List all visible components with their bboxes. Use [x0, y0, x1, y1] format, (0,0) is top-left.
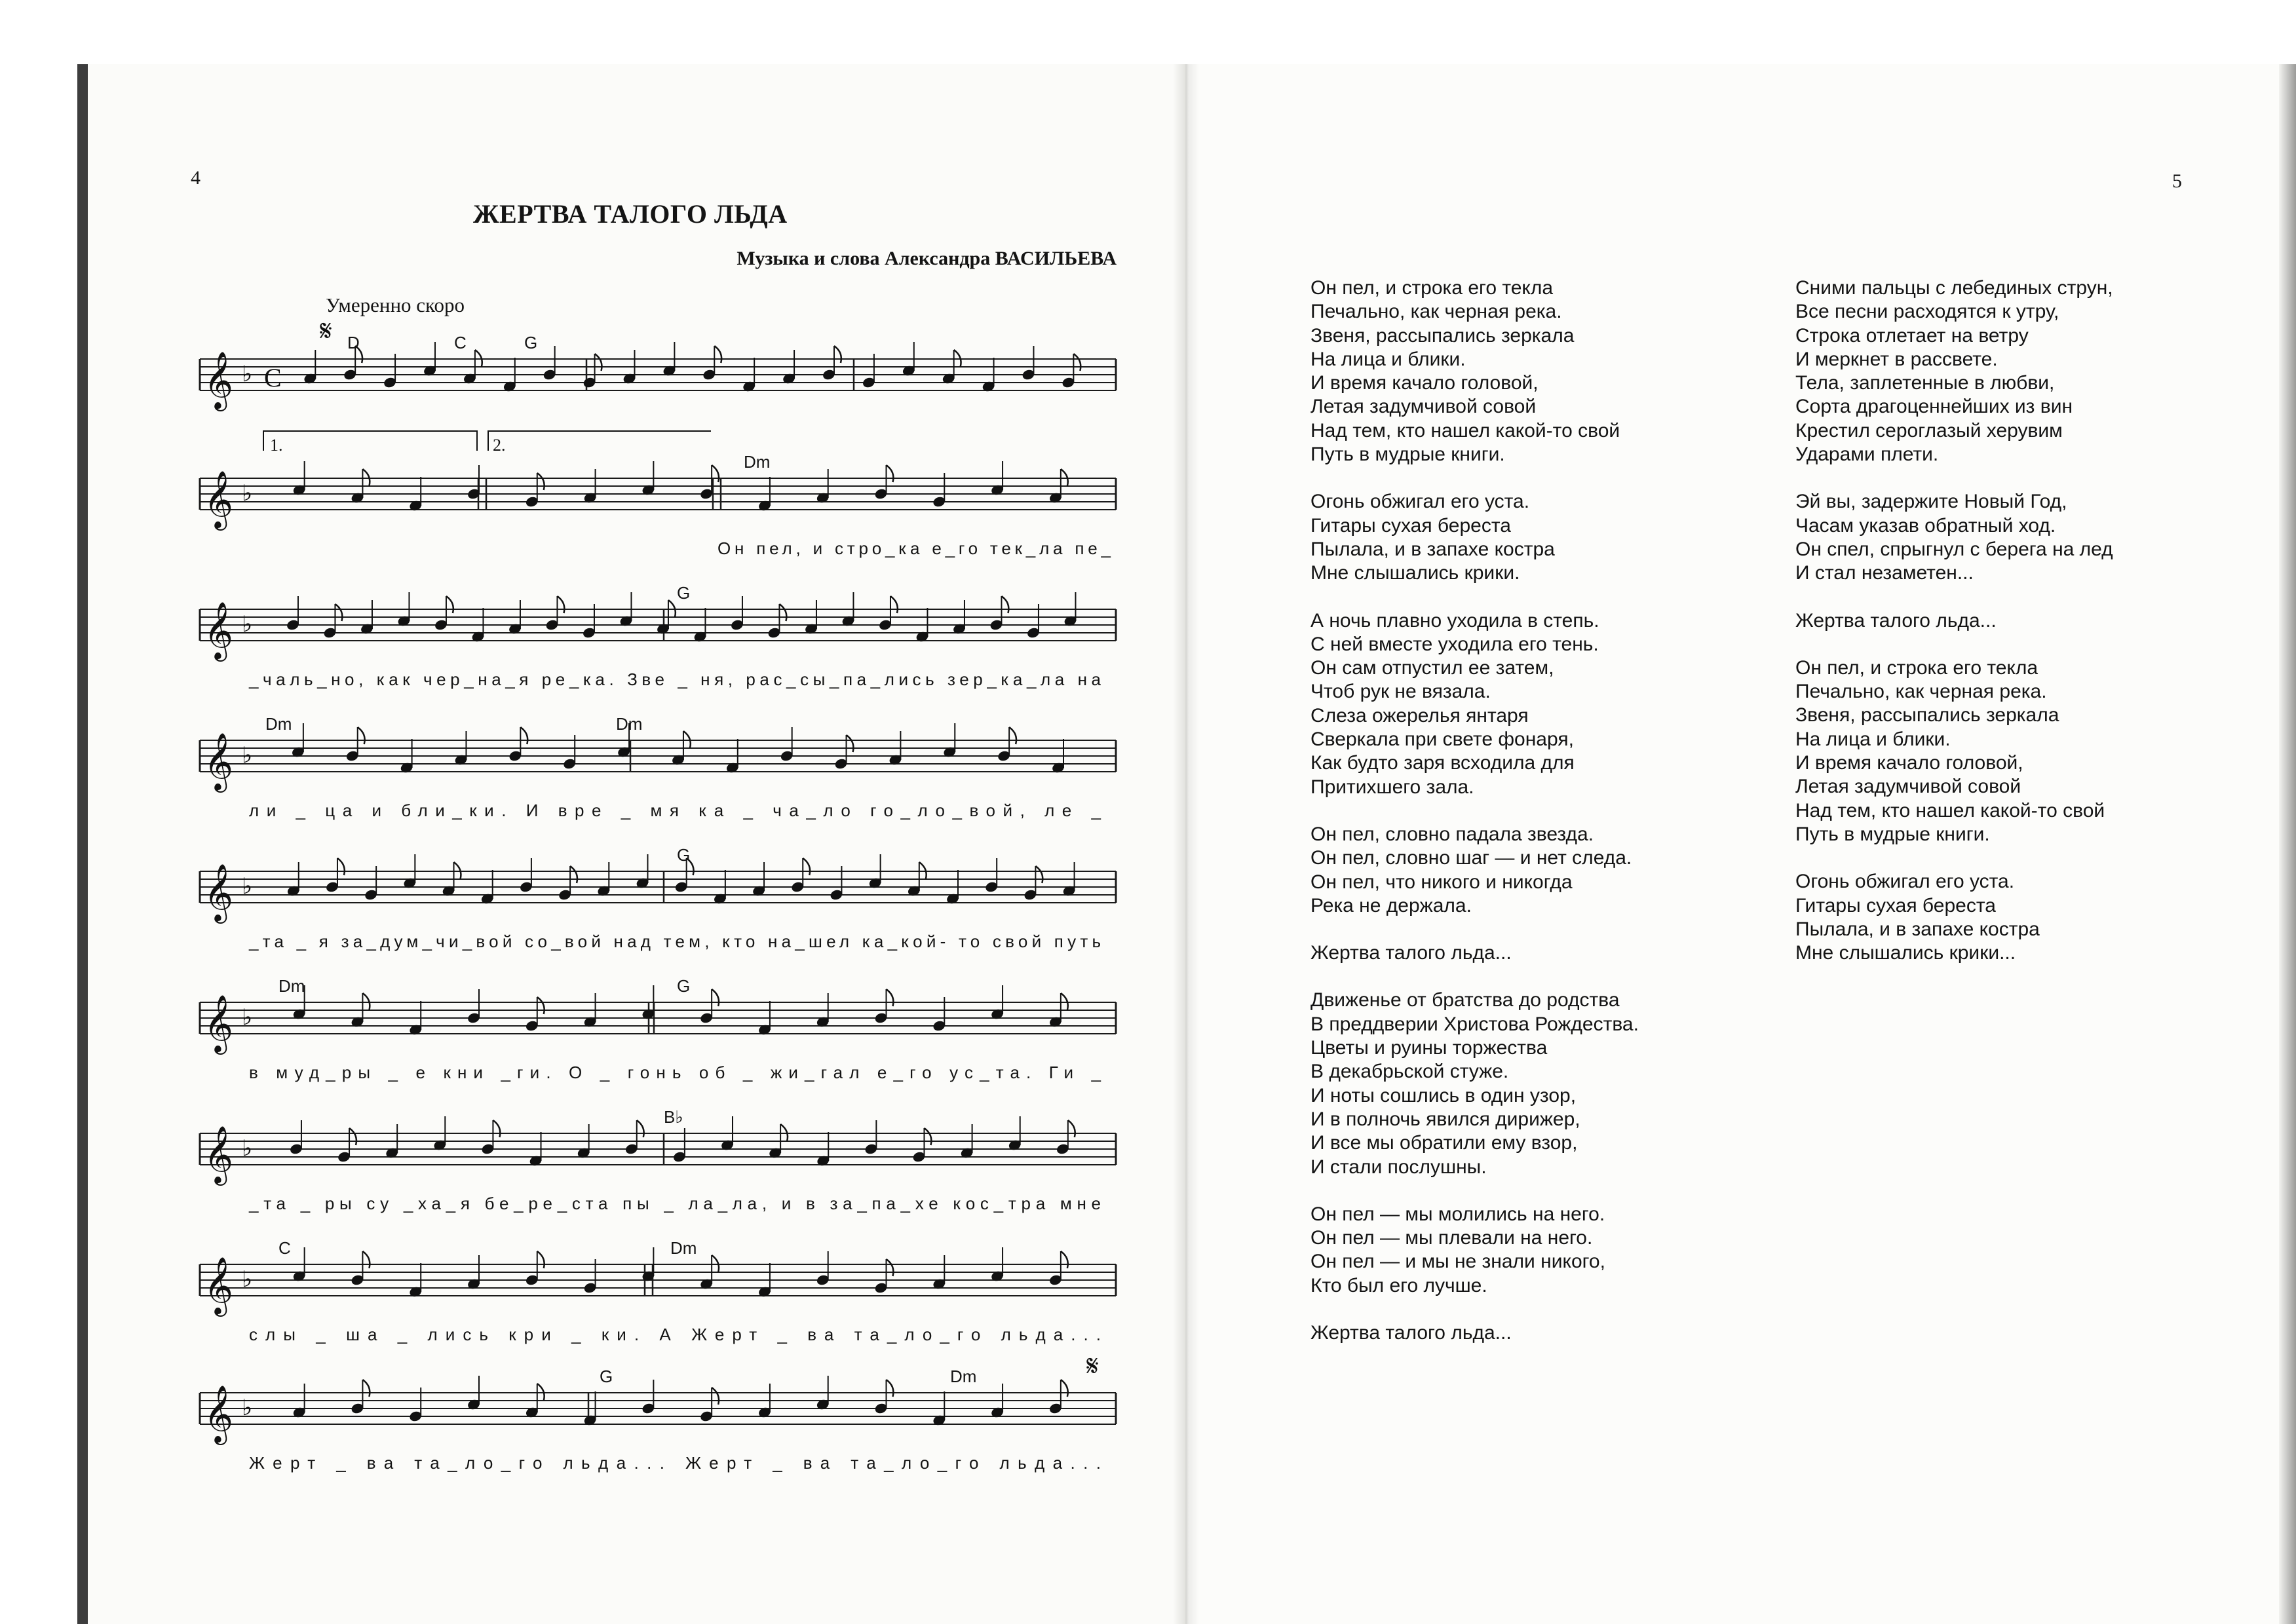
- stanza: [1795, 276, 2113, 466]
- left-page-number: 4: [191, 167, 201, 189]
- stanza: [1311, 823, 1639, 918]
- note-flag: [924, 1128, 931, 1145]
- poem-line: Крестил сероглазый херувим: [1795, 419, 2063, 442]
- note-flag: [537, 997, 545, 1014]
- note-flag: [712, 1388, 719, 1405]
- poem-line: Часам указав обратный ход.: [1795, 514, 2056, 537]
- poem-line: В декабрьской стуже.: [1311, 1061, 1509, 1083]
- poem-line: На лица и блики.: [1311, 348, 1466, 370]
- poem-line: И все мы обратили ему взор,: [1311, 1132, 1578, 1154]
- treble-clef-icon: 𝄞: [204, 350, 233, 409]
- note-flag: [637, 1120, 644, 1137]
- chord-symbol: C: [278, 1238, 291, 1258]
- note-flag: [1009, 727, 1016, 744]
- note-flag: [493, 1120, 500, 1137]
- poem-line: Пылала, и в запахе костра: [1311, 538, 1555, 560]
- poem-column-2: [1795, 276, 2113, 989]
- note-flag: [362, 1380, 370, 1397]
- poem-line: Гитары сухая береста: [1311, 514, 1511, 537]
- lyrics-line: слы _ ша _ лись кри _ ки. А Жерт _ ва та_ло_го льда...: [249, 1325, 1101, 1344]
- treble-clef-icon: 𝄞: [204, 863, 233, 921]
- poem-line: И время качало головой,: [1795, 752, 2023, 774]
- flat-sign-icon: ♭: [242, 361, 253, 387]
- poem-line: Печально, как черная река.: [1311, 301, 1562, 323]
- chord-symbol: D: [347, 333, 360, 352]
- chord-symbol: Dm: [950, 1367, 977, 1386]
- poem-line: Сорта драгоценнейших из вин: [1795, 396, 2073, 418]
- poem-line: И в полночь явился дирижер,: [1311, 1108, 1580, 1130]
- chord-symbol: G: [600, 1367, 613, 1386]
- poem-line: В преддверии Христова Рождества.: [1311, 1013, 1639, 1035]
- poem-line: Цветы и руины торжества: [1311, 1037, 1548, 1059]
- note-flag: [537, 473, 545, 490]
- poem-line: Жертва талого льда...: [1311, 1321, 1512, 1344]
- chord-symbol: Dm: [616, 714, 643, 734]
- note-flag: [1001, 596, 1008, 613]
- note-flag: [358, 727, 365, 744]
- flat-sign-icon: ♭: [242, 873, 253, 899]
- volta-label-2: 2.: [493, 436, 506, 455]
- poem-line: И время качало головой,: [1311, 372, 1539, 394]
- lyrics-line: Он пел, и стро_ка е_го тек_ла пе_: [718, 538, 1111, 558]
- chord-symbol: Dm: [744, 452, 771, 472]
- poem-line: Над тем, кто нашел какой-то свой: [1311, 419, 1620, 442]
- note-flag: [847, 735, 854, 752]
- poem-line: Путь в мудрые книги.: [1311, 444, 1505, 466]
- chord-symbol: B♭: [664, 1107, 683, 1127]
- chord-symbol: Dm: [278, 976, 305, 996]
- stanza: [1795, 656, 2113, 846]
- treble-clef-icon: 𝄞: [204, 470, 233, 528]
- poem-line: Летая задумчивой совой: [1311, 396, 1537, 418]
- note-flag: [890, 596, 898, 613]
- poem-line: Он пел — мы плевали на него.: [1311, 1227, 1593, 1249]
- note-flag: [570, 866, 577, 883]
- treble-clef-icon: 𝄞: [204, 1384, 233, 1443]
- stanza: [1311, 989, 1639, 1179]
- chord-symbol: Dm: [265, 714, 292, 734]
- poem-line: Над тем, кто нашел какой-то свой: [1795, 799, 2105, 821]
- poem-line: Он пел, что никого и никогда: [1311, 871, 1573, 893]
- poem-line: Жертва талого льда...: [1311, 942, 1512, 964]
- lyrics-line: Жерт _ ва та_ло_го льда... Жерт _ ва та_ло_го льда...: [249, 1453, 1101, 1473]
- treble-clef-icon: 𝄞: [204, 601, 233, 659]
- treble-clef-icon: 𝄞: [204, 994, 233, 1052]
- poem-line: Гитары сухая береста: [1795, 894, 1996, 916]
- chord-symbol: G: [524, 333, 538, 352]
- poem-line: Пылала, и в запахе костра: [1795, 918, 2040, 940]
- volta-bracket-1: [263, 431, 477, 451]
- note-flag: [1061, 1251, 1068, 1268]
- note-flag: [712, 989, 719, 1006]
- note-flag: [1068, 1120, 1075, 1137]
- treble-clef-icon: 𝄞: [204, 732, 233, 790]
- note-flag: [803, 858, 810, 875]
- poem-line: Огонь обжигал его уста.: [1795, 871, 2015, 893]
- poem-line: Эй вы, задержите Новый Год,: [1795, 491, 2067, 513]
- lyrics-line: _чаль_но, как чер_на_я ре_ка. Зве _ ня, рас_сы_па_лись зер_ка_ла на: [249, 670, 1101, 689]
- flat-sign-icon: ♭: [242, 1266, 253, 1293]
- stanza: [1311, 1321, 1639, 1345]
- flat-sign-icon: ♭: [242, 611, 253, 637]
- volta-bracket-2: [488, 431, 711, 451]
- poem-line: Тела, заплетенные в любви,: [1795, 372, 2055, 394]
- poem-line: Он пел, словно падала звезда.: [1311, 823, 1594, 845]
- stanza: [1795, 609, 2113, 633]
- stanza: [1311, 276, 1639, 466]
- treble-clef-icon: 𝄞: [204, 1125, 233, 1183]
- poem-line: Он пел, словно шаг — и нет следа.: [1311, 847, 1632, 869]
- stanza: [1311, 490, 1639, 585]
- segno-icon: 𝄋: [1086, 1350, 1099, 1383]
- note-flag: [834, 346, 841, 363]
- lyrics-line: _та _ я за_дум_чи_вой со_вой над тем, кто на_шел ка_кой- то свой путь: [249, 932, 1101, 951]
- note-flag: [779, 604, 786, 621]
- flat-sign-icon: ♭: [242, 1004, 253, 1030]
- chord-symbol: C: [454, 333, 467, 352]
- note-flag: [537, 1251, 545, 1268]
- poem-line: И стал незаметен...: [1795, 562, 1974, 584]
- volta-label-1: 1.: [270, 436, 283, 455]
- poem-line: Печально, как черная река.: [1795, 681, 2047, 703]
- poem-line: Мне слышались крики.: [1311, 562, 1520, 584]
- song-credits: Музыка и слова Александра ВАСИЛЬЕВА: [737, 248, 1117, 269]
- poem-line: Летая задумчивой совой: [1795, 776, 2021, 798]
- poem-line: Он сам отпустил ее затем,: [1311, 657, 1554, 679]
- poem-line: Он пел — мы молились на него.: [1311, 1203, 1605, 1225]
- note-flag: [520, 727, 527, 744]
- note-flag: [337, 858, 345, 875]
- note-flag: [335, 604, 342, 621]
- flat-sign-icon: ♭: [242, 742, 253, 768]
- poem-line: Мне слышались крики...: [1795, 942, 2016, 964]
- poem-line: Все песни расходятся к утру,: [1795, 301, 2059, 323]
- poem-line: Он пел, и строка его текла: [1795, 656, 2038, 679]
- segno-icon: 𝄋: [320, 314, 332, 348]
- note-flag: [886, 989, 893, 1006]
- poem-line: Слеза ожерелья янтаря: [1311, 704, 1529, 727]
- lyrics-line: _та _ ры су _ха_я бе_ре_ста пы _ ла_ла, и в за_па_хе кос_тра мне: [249, 1194, 1101, 1213]
- time-signature: C: [264, 363, 282, 392]
- poem-line: Движенье от братства до родства: [1311, 989, 1620, 1011]
- note-flag: [714, 346, 721, 363]
- note-flag: [595, 354, 602, 371]
- poem-line: И стали послушны.: [1311, 1156, 1487, 1178]
- poem-line: Притихшего зала.: [1311, 776, 1474, 798]
- stanza: [1795, 870, 2113, 965]
- note-flag: [886, 1259, 893, 1276]
- poem-line: Жертва талого льда...: [1795, 609, 1997, 632]
- song-title: ЖЕРТВА ТАЛОГО ЛЬДА: [473, 199, 788, 229]
- note-flag: [362, 1251, 370, 1268]
- note-flag: [557, 596, 564, 613]
- poem-line: Как будто заря всходила для: [1311, 752, 1575, 774]
- poem-line: Он пел, и строка его текла: [1311, 277, 1554, 299]
- note-flag: [349, 1128, 356, 1145]
- poem-line: И ноты сошлись в один узор,: [1311, 1084, 1577, 1106]
- poem-line: А ночь плавно уходила в степь.: [1311, 609, 1599, 632]
- poem-line: Сверкала при свете фонаря,: [1311, 728, 1574, 751]
- poem-line: Путь в мудрые книги.: [1795, 823, 1990, 845]
- chord-symbol: G: [677, 976, 691, 996]
- note-flag: [886, 1380, 893, 1397]
- poem-line: Он пел — и мы не знали никого,: [1311, 1251, 1605, 1273]
- tempo-marking: Умеренно скоро: [326, 293, 465, 316]
- note-flag: [1073, 354, 1081, 371]
- poem-line: Строка отлетает на ветру: [1795, 324, 2029, 347]
- flat-sign-icon: ♭: [242, 1135, 253, 1161]
- chord-symbol: Dm: [670, 1238, 697, 1258]
- stanza: [1311, 941, 1639, 965]
- note-flag: [886, 465, 893, 482]
- poem-line: Река не держала.: [1311, 894, 1472, 916]
- poem-column-1: [1311, 276, 1639, 1369]
- note-flag: [1035, 866, 1043, 883]
- poem-line: С ней вместе уходила его тень.: [1311, 633, 1599, 655]
- flat-sign-icon: ♭: [242, 1395, 253, 1421]
- note-flag: [1061, 1380, 1068, 1397]
- poem-line: Он спел, спрыгнул с берега на лед: [1795, 538, 2113, 560]
- stanza: [1311, 609, 1639, 799]
- poem-line: Кто был его лучше.: [1311, 1274, 1487, 1296]
- poem-line: Сними пальцы с лебединых струн,: [1795, 277, 2113, 299]
- flat-sign-icon: ♭: [242, 480, 253, 506]
- poem-line: Огонь обжигал его уста.: [1311, 491, 1530, 513]
- poem-line: На лица и блики.: [1795, 728, 1951, 750]
- poem-line: Звеня, рассыпались зеркала: [1311, 324, 1575, 347]
- lyrics-line: в муд_ры _ е кни _ги. О _ гонь об _ жи_гал е_го ус_та. Ги _: [249, 1063, 1101, 1082]
- chord-symbol: G: [677, 845, 691, 865]
- poem-line: Чтоб рук не вязала.: [1311, 681, 1491, 703]
- poem-line: Звеня, рассыпались зеркала: [1795, 704, 2059, 727]
- stanza: [1311, 1203, 1639, 1298]
- treble-clef-icon: 𝄞: [204, 1256, 233, 1314]
- lyrics-line: ли _ ца и бли_ки. И вре _ мя ка _ ча_ло го_ло_вой, ле _: [249, 801, 1101, 820]
- poem-line: И меркнет в рассвете.: [1795, 348, 1998, 370]
- right-page-number: 5: [2172, 170, 2182, 192]
- stanza: [1795, 490, 2113, 585]
- poem-line: Ударами плети.: [1795, 444, 1939, 466]
- chord-symbol: G: [677, 583, 691, 603]
- note-flag: [446, 596, 453, 613]
